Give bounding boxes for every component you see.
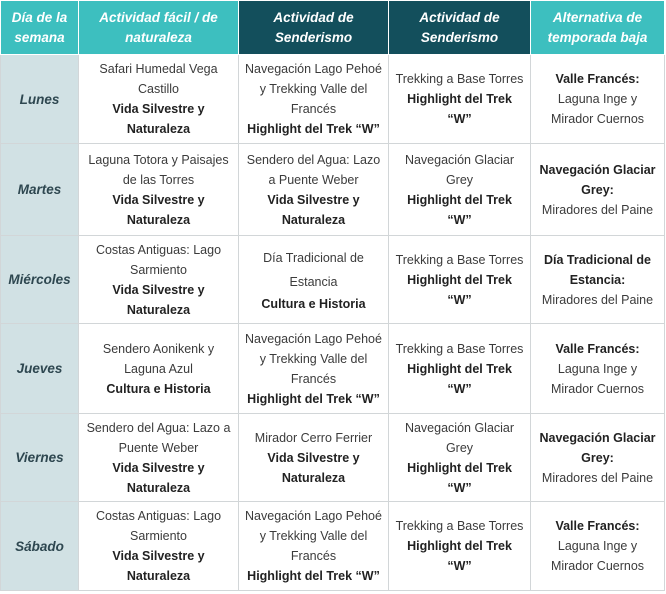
activity-tag: Highlight del Trek “W” <box>407 92 512 126</box>
alternative-detail: Miradores del Paine <box>541 470 654 485</box>
alternative-detail: Laguna Inge y Mirador Cuernos <box>550 92 645 126</box>
activity-title: Costas Antiguas: Lago Sarmiento <box>95 242 222 277</box>
day-cell: Jueves <box>1 324 79 414</box>
activity-tag: Highlight del Trek “W” <box>247 122 380 136</box>
easy-activity-cell <box>79 324 239 414</box>
low-season-alternative-cell <box>531 502 665 591</box>
hiking-activity-2-cell <box>389 236 531 324</box>
activity-tag: Highlight del Trek “W” <box>407 539 512 573</box>
activity-title: Sendero del Agua: Lazo a Puente Weber <box>246 152 381 187</box>
activity-title: Trekking a Base Torres <box>395 341 524 356</box>
activity-title: Sendero Aonikenk y Laguna Azul <box>102 341 215 376</box>
activity-title: Trekking a Base Torres <box>395 72 524 86</box>
activity-tag: Highlight del Trek “W” <box>407 361 512 396</box>
activity-tag: Vida Silvestre y Naturaleza <box>267 192 360 227</box>
alternative-title: Valle Francés: <box>555 72 640 86</box>
header-easy-activity: Actividad fácil / de naturaleza <box>79 1 239 55</box>
easy-activity-cell <box>79 414 239 502</box>
table-row <box>1 236 665 324</box>
hiking-activity-1-cell <box>239 55 389 144</box>
hiking-activity-2-cell <box>389 502 531 591</box>
activity-tag: Vida Silvestre y Naturaleza <box>112 282 205 317</box>
table-row <box>1 324 665 414</box>
activity-title: Safari Humedal Vega Castillo <box>99 62 218 96</box>
low-season-alternative-cell <box>531 55 665 144</box>
easy-activity-cell <box>79 502 239 591</box>
header-low-season-alternative: Alternativa de temporada baja <box>531 1 665 55</box>
day-cell: Martes <box>1 144 79 236</box>
activity-tag: Highlight del Trek “W” <box>407 272 512 307</box>
low-season-alternative-cell <box>531 144 665 236</box>
activity-title: Costas Antiguas: Lago Sarmiento <box>95 509 222 543</box>
easy-activity-cell <box>79 144 239 236</box>
activity-title: Día Tradicional de Estancia <box>263 250 364 289</box>
low-season-alternative-cell <box>531 324 665 414</box>
activity-tag: Vida Silvestre y Naturaleza <box>267 450 360 485</box>
hiking-activity-2-cell <box>389 55 531 144</box>
day-cell: Lunes <box>1 55 79 144</box>
activity-title: Laguna Totora y Paisajes de las Torres <box>88 152 229 187</box>
easy-activity-cell <box>79 236 239 324</box>
alternative-title: Navegación Glaciar Grey: <box>539 430 656 465</box>
activity-tag: Highlight del Trek “W” <box>247 391 380 406</box>
activity-tag: Vida Silvestre y Naturaleza <box>112 102 205 136</box>
alternative-detail: Miradores del Paine <box>541 202 654 217</box>
day-cell: Viernes <box>1 414 79 502</box>
low-season-alternative-cell <box>531 236 665 324</box>
activity-title: Trekking a Base Torres <box>395 252 524 267</box>
hiking-activity-2-cell <box>389 414 531 502</box>
alternative-detail: Miradores del Paine <box>541 292 654 307</box>
table-row <box>1 55 665 144</box>
header-row <box>1 1 665 55</box>
activity-tag: Vida Silvestre y Naturaleza <box>112 460 205 495</box>
header-hiking-activity-1: Actividad de Senderismo <box>239 1 389 55</box>
activity-title: Mirador Cerro Ferrier <box>254 430 373 445</box>
activity-tag: Highlight del Trek “W” <box>407 192 512 227</box>
alternative-detail: Laguna Inge y Mirador Cuernos <box>550 539 645 573</box>
table-row <box>1 414 665 502</box>
activity-tag: Vida Silvestre y Naturaleza <box>112 549 205 583</box>
hiking-activity-1-cell <box>239 144 389 236</box>
activity-tag: Cultura e Historia <box>106 381 211 396</box>
alternative-title: Valle Francés: <box>555 519 640 533</box>
day-cell: Sábado <box>1 502 79 591</box>
activity-title: Navegación Lago Pehoé y Trekking Valle del Francés <box>245 509 382 563</box>
easy-activity-cell <box>79 55 239 144</box>
activity-title: Navegación Glaciar Grey <box>404 152 515 187</box>
table-row <box>1 144 665 236</box>
alternative-title: Navegación Glaciar Grey: <box>539 162 656 197</box>
activity-title: Navegación Lago Pehoé y Trekking Valle del Francés <box>245 331 382 386</box>
activity-title: Sendero del Agua: Lazo a Puente Weber <box>86 420 231 455</box>
alternative-title: Valle Francés: <box>555 341 640 356</box>
activity-tag: Vida Silvestre y Naturaleza <box>112 192 205 227</box>
hiking-activity-1-cell <box>239 502 389 591</box>
table-row <box>1 502 665 591</box>
header-hiking-activity-2: Actividad de Senderismo <box>389 1 531 55</box>
activity-title: Navegación Lago Pehoé y Trekking Valle del Francés <box>245 62 382 116</box>
day-cell: Miércoles <box>1 236 79 324</box>
activity-title: Navegación Glaciar Grey <box>404 420 515 455</box>
hiking-activity-2-cell <box>389 324 531 414</box>
activity-title: Trekking a Base Torres <box>395 519 524 533</box>
hiking-activity-1-cell <box>239 324 389 414</box>
hiking-activity-1-cell <box>239 236 389 324</box>
header-day: Día de la semana <box>1 1 79 55</box>
low-season-alternative-cell <box>531 414 665 502</box>
alternative-detail: Laguna Inge y Mirador Cuernos <box>550 361 645 396</box>
activity-tag: Cultura e Historia <box>261 296 366 311</box>
activity-tag: Highlight del Trek “W” <box>407 460 512 495</box>
alternative-title: Día Tradicional de Estancia: <box>544 252 651 287</box>
hiking-activity-2-cell <box>389 144 531 236</box>
activity-tag: Highlight del Trek “W” <box>247 569 380 583</box>
hiking-activity-1-cell <box>239 414 389 502</box>
